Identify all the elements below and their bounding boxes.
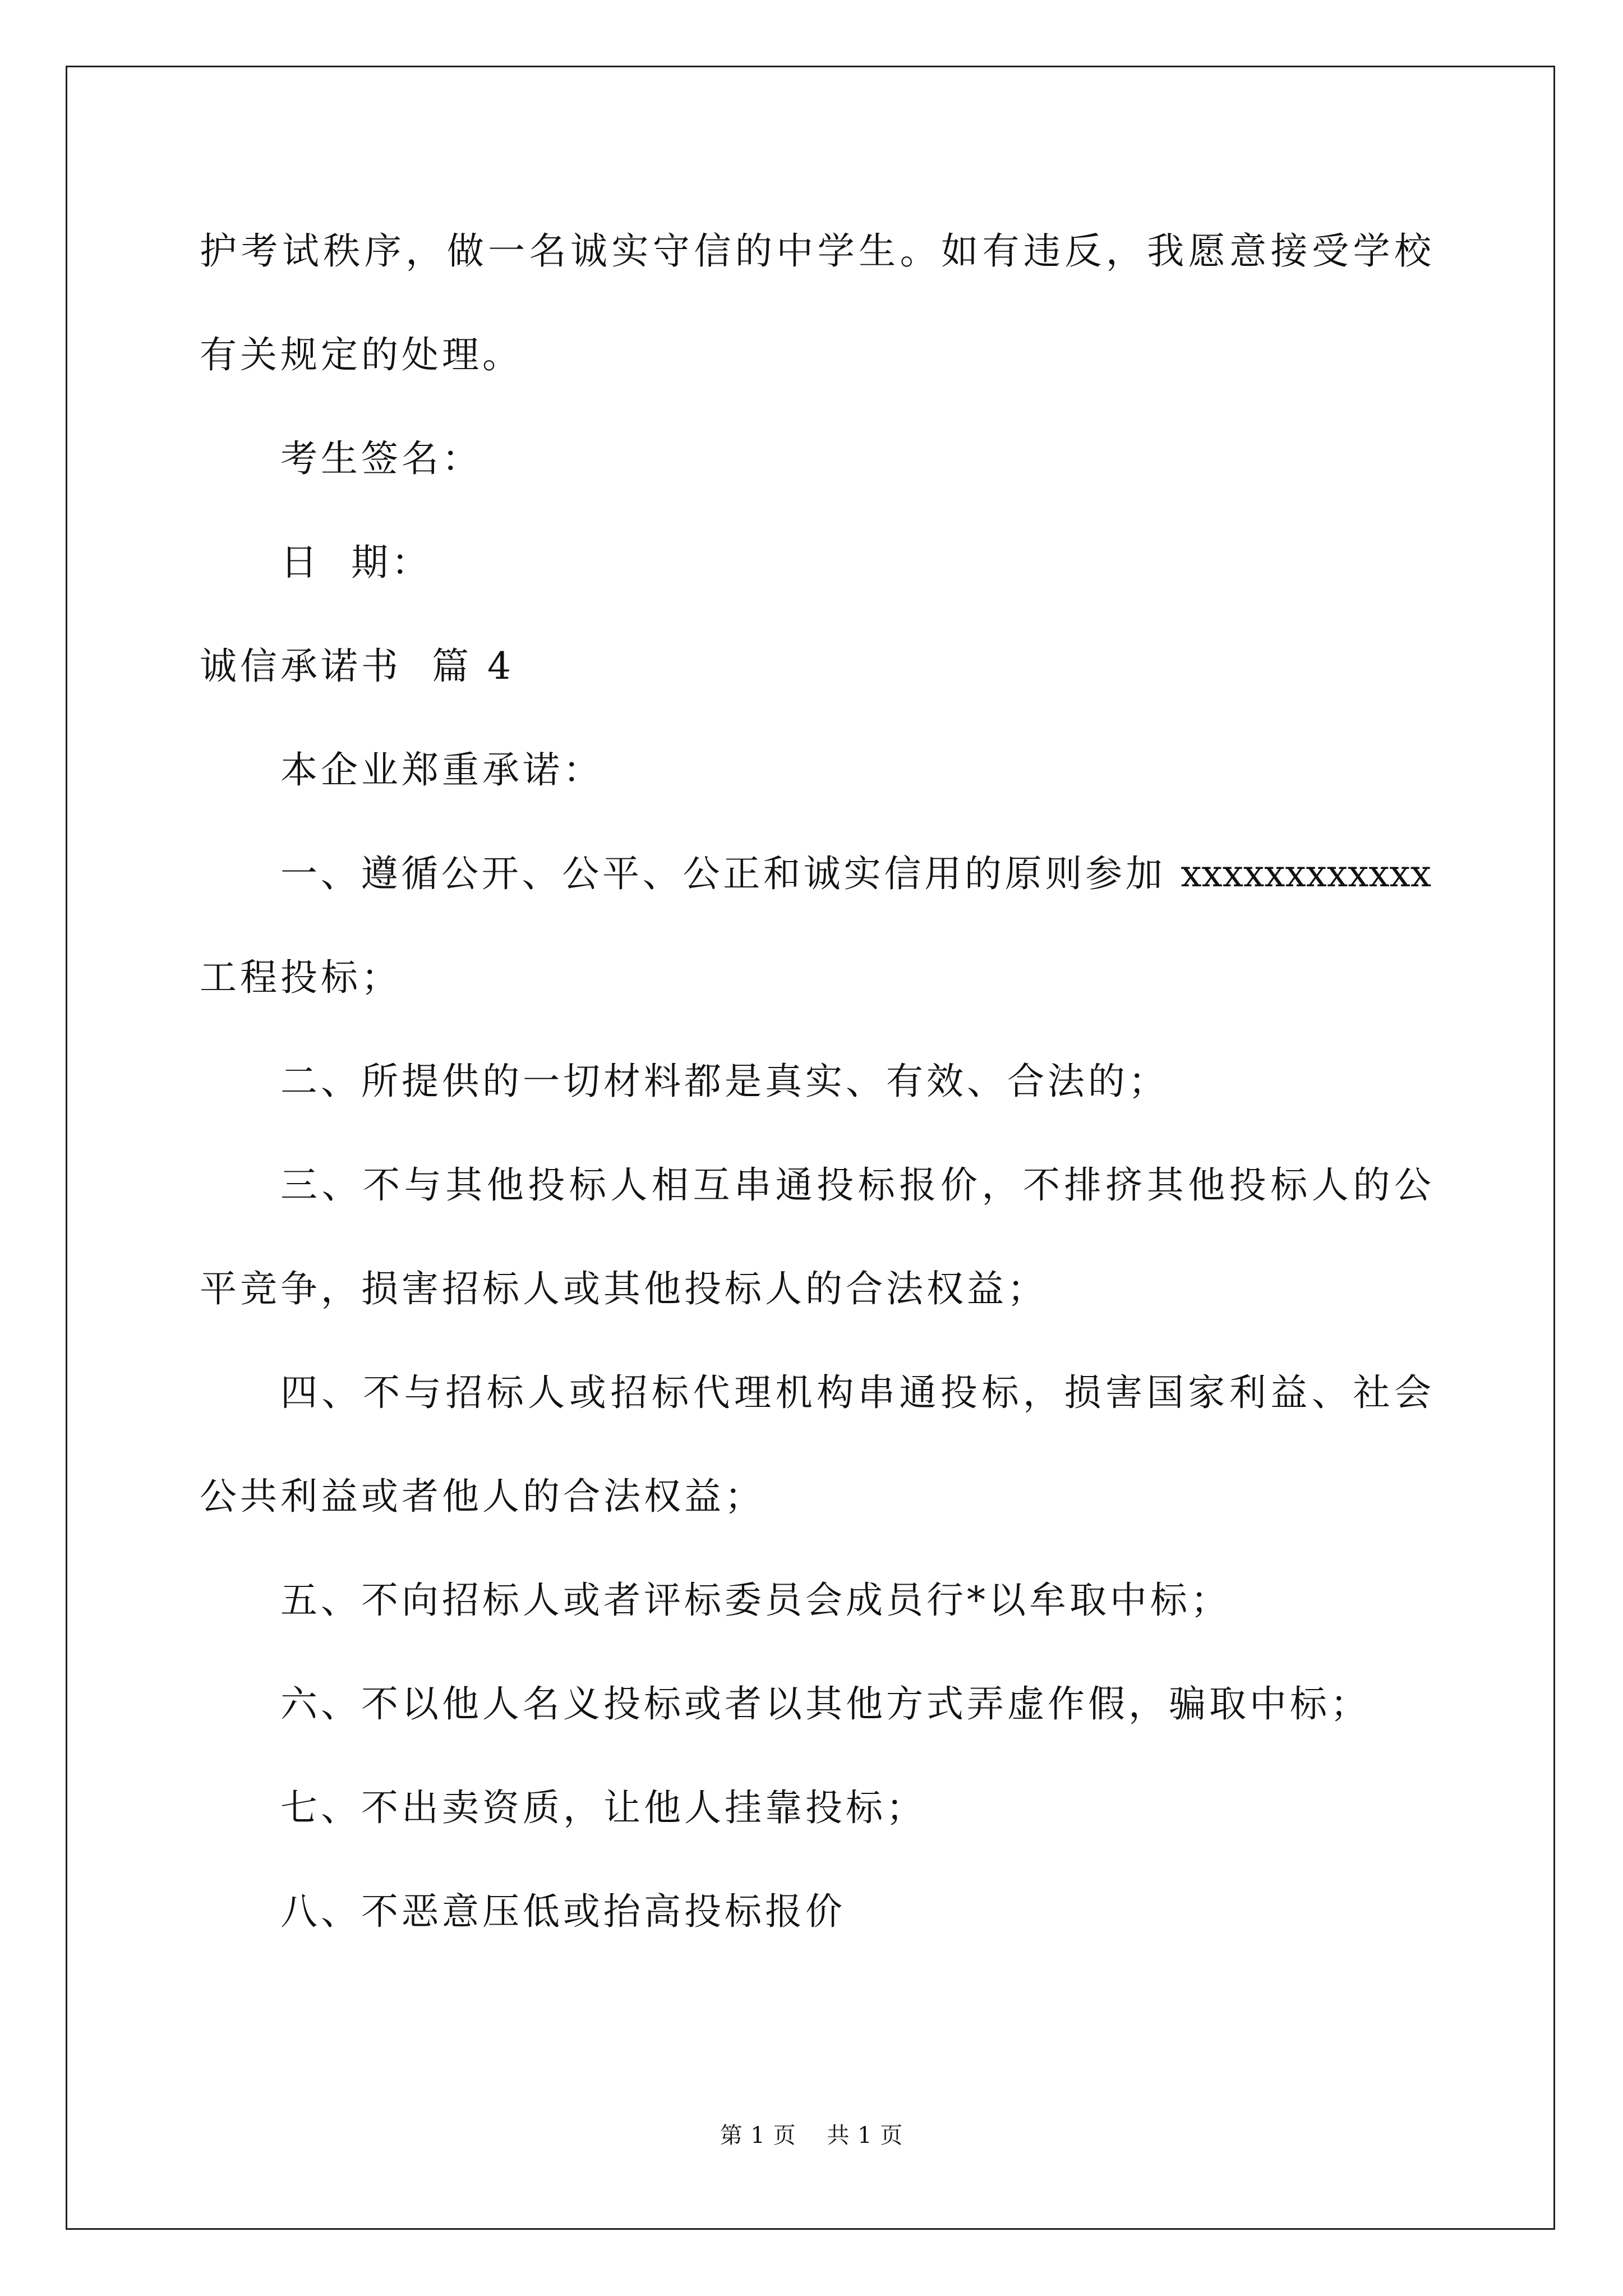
page-footer [0,2122,1623,2150]
paragraph-line: 公共利益或者他人的合法权益； [200,1475,765,1518]
paragraph-line: 护考试秩序，做一名诚实守信的中学生。如有违反，我愿意接受学校 [200,229,1431,273]
section-heading: 诚信承诺书 篇 4 [200,645,514,688]
list-item: 一、遵循公开、公平、公正和诚实信用的原则参加 xxxxxxxxxxxx [280,852,1431,895]
list-item: 三、不与其他投标人相互串通投标报价，不排挤其他投标人的公 [280,1163,1431,1207]
paragraph-line: 平竞争，损害招标人或其他投标人的合法权益； [200,1267,1048,1310]
signature-label: 考生签名： [280,437,482,480]
date-label: 日 期： [280,541,432,584]
list-item: 五、不向招标人或者评标委员会成员行*以牟取中标； [280,1579,1231,1622]
list-item: 二、所提供的一切材料都是真实、有效、合法的； [280,1060,1169,1103]
paragraph-line: 有关规定的处理。 [200,333,523,376]
list-item: 六、不以他人名义投标或者以其他方式弄虚作假，骗取中标； [280,1682,1371,1726]
list-item: 七、不出卖资质，让他人挂靠投标； [280,1786,926,1829]
list-item: 八、不恶意压低或抬高投标报价 [280,1890,846,1933]
page-number: 第 1 页 共 1 页 [720,2123,903,2148]
paragraph-line: 本企业郑重承诺： [280,748,603,792]
list-item: 四、不与招标人或招标代理机构串通投标，损害国家利益、社会 [280,1371,1431,1414]
paragraph-line: 工程投标； [200,956,402,999]
